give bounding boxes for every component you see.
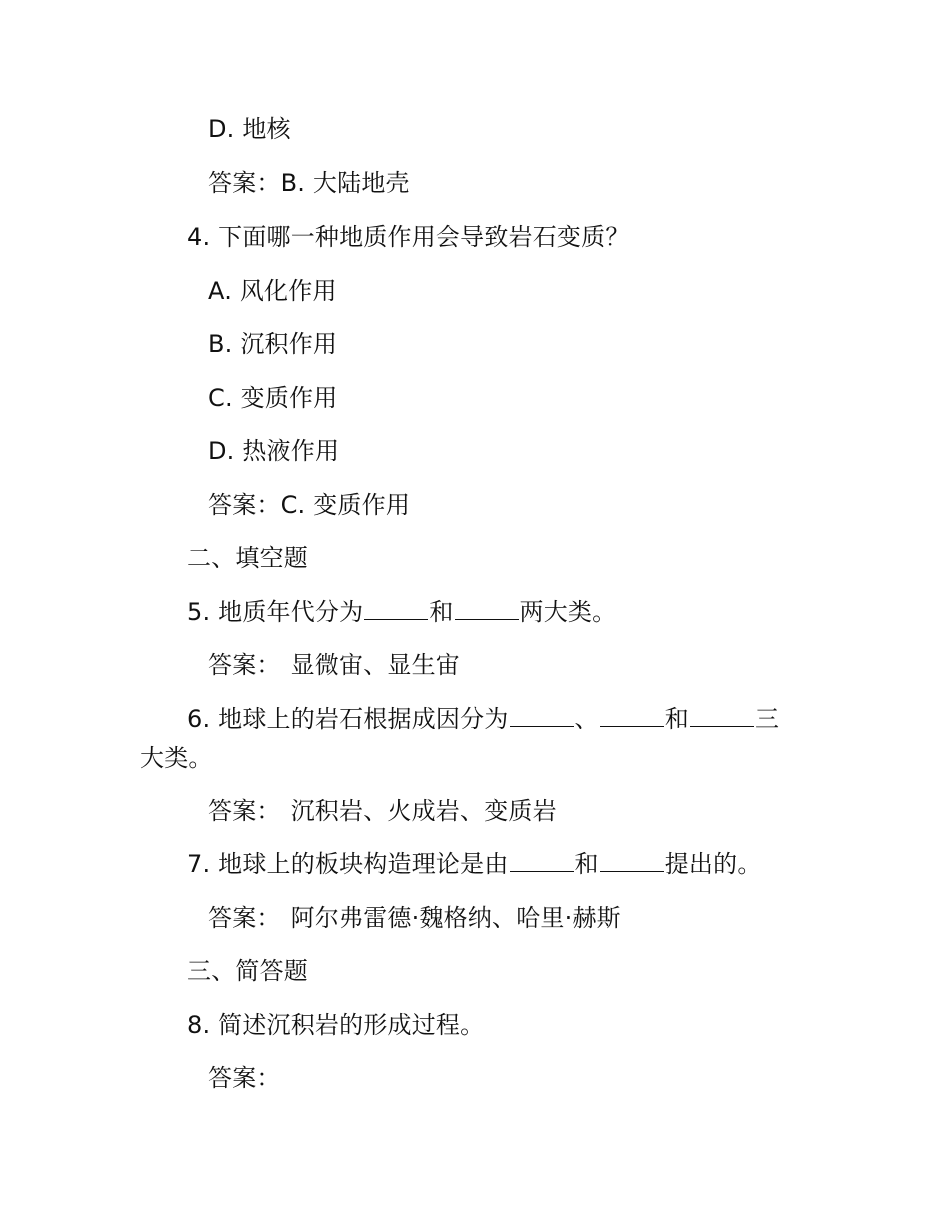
q5-answer bbox=[208, 650, 460, 680]
q8-question: 8. 简述沉积岩的形成过程。 bbox=[187, 1011, 485, 1039]
q4-answer: 答案：C. 变质作用 bbox=[208, 491, 411, 519]
section-title-short-answer: 三、简答题 bbox=[187, 957, 308, 985]
q4-option-a: A. 风化作用 bbox=[208, 277, 337, 305]
q7-question bbox=[187, 849, 762, 879]
q3-answer: 答案：B. 大陆地壳 bbox=[208, 169, 410, 197]
q5-answer-label: 答案： bbox=[208, 651, 281, 679]
q4-question: 4. 下面哪一种地质作用会导致岩石变质？ bbox=[187, 223, 630, 251]
q4-option-c: C. 变质作用 bbox=[208, 384, 338, 412]
q6-answer-text: 沉积岩、火成岩、变质岩 bbox=[290, 797, 557, 825]
q6-text-2: 、 bbox=[574, 705, 599, 733]
q5-answer-text: 显微宙、显生宙 bbox=[290, 651, 461, 679]
q7-answer-label: 答案： bbox=[208, 904, 281, 932]
q7-text-1: 7. 地球上的板块构造理论是由 bbox=[187, 850, 509, 878]
q7-text-3: 提出的。 bbox=[664, 850, 762, 878]
section-title-fill-in: 二、填空题 bbox=[187, 544, 308, 572]
q6-blank-2 bbox=[600, 704, 664, 727]
q6-question bbox=[187, 704, 779, 734]
q5-text-2: 和 bbox=[429, 598, 454, 626]
q4-option-b: B. 沉积作用 bbox=[208, 330, 338, 358]
q8-answer-label: 答案： bbox=[208, 1064, 281, 1092]
q6-blank-1 bbox=[510, 704, 574, 727]
q5-blank-2 bbox=[455, 597, 519, 620]
q3-option-d: D. 地核 bbox=[208, 115, 291, 143]
q4-option-d: D. 热液作用 bbox=[208, 437, 340, 465]
q7-text-2: 和 bbox=[574, 850, 599, 878]
q6-blank-3 bbox=[690, 704, 754, 727]
q5-text-3: 两大类。 bbox=[519, 598, 617, 626]
q7-answer bbox=[208, 903, 621, 933]
q5-text-1: 5. 地质年代分为 bbox=[187, 598, 364, 626]
q6-text-4: 三 bbox=[754, 705, 780, 733]
q5-question bbox=[187, 597, 616, 627]
q6-text-3: 和 bbox=[664, 705, 689, 733]
q7-blank-1 bbox=[510, 849, 574, 872]
q7-answer-text: 阿尔弗雷德·魏格纳、哈里·赫斯 bbox=[290, 904, 621, 932]
q6-text-1: 6. 地球上的岩石根据成因分为 bbox=[187, 705, 509, 733]
q6-question-continued: 大类。 bbox=[140, 744, 213, 772]
q7-blank-2 bbox=[600, 849, 664, 872]
q5-blank-1 bbox=[364, 597, 428, 620]
q6-answer bbox=[208, 796, 557, 826]
q6-answer-label: 答案： bbox=[208, 797, 281, 825]
